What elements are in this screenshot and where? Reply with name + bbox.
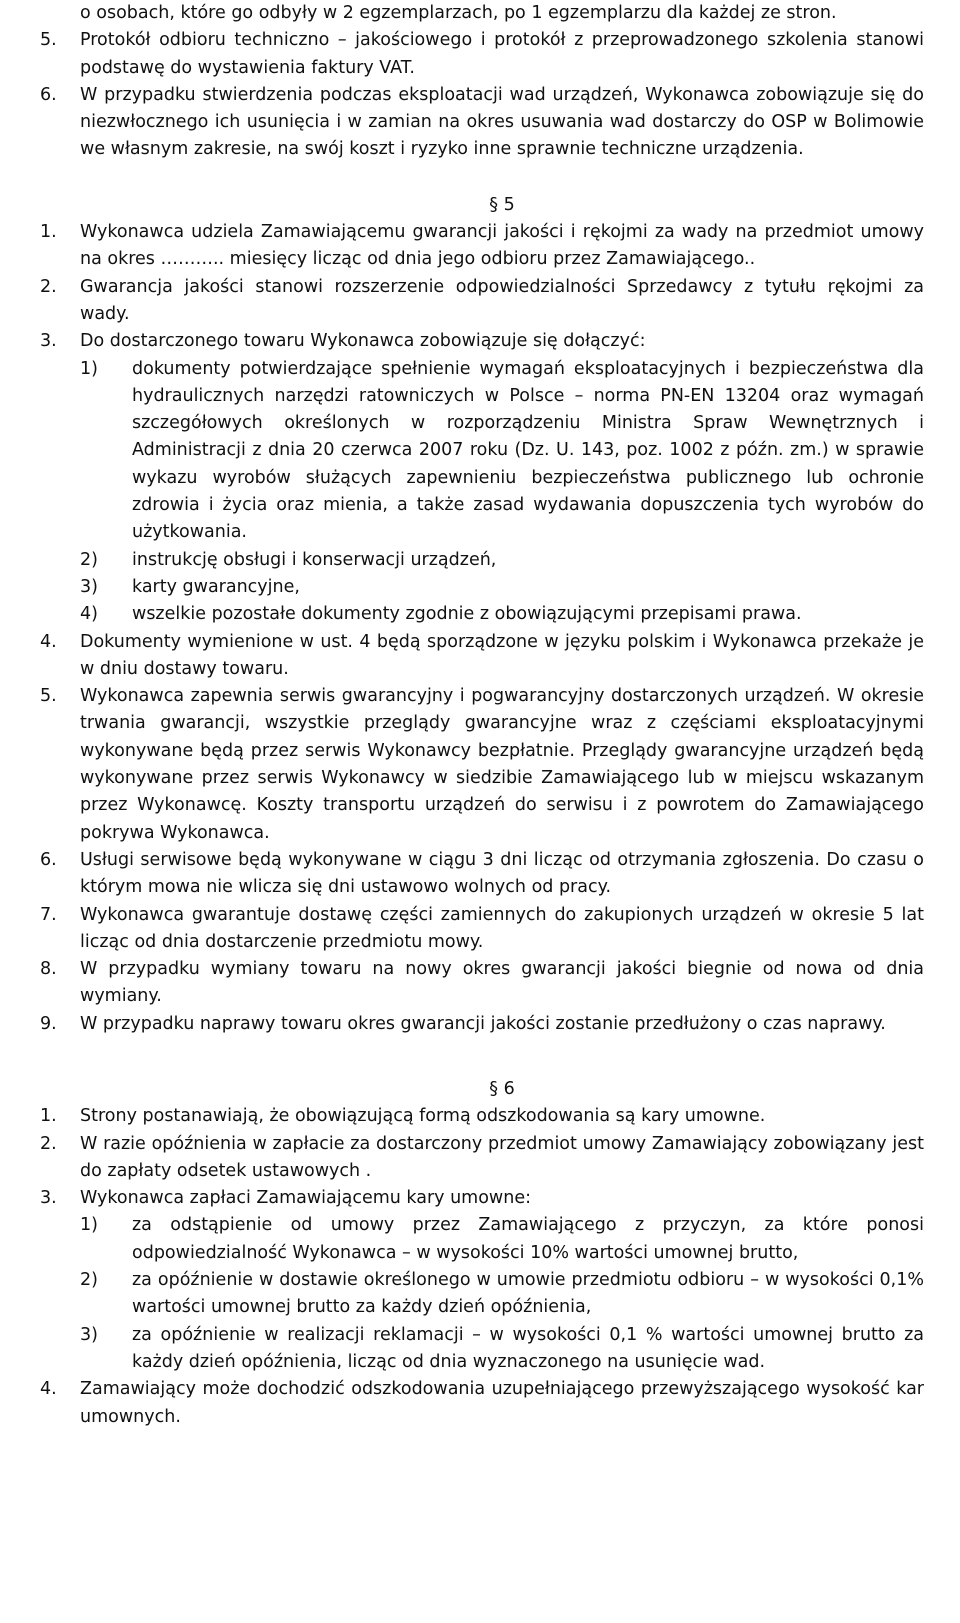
item-text: W przypadku wymiany towaru na nowy okres gwarancji jakości biegnie od nowa od dnia wymiany. [80,959,924,1007]
list-item [40,956,924,1011]
sub-item-text: za odstąpienie od umowy przez Zamawiającego z przyczyn, za które ponosi odpowiedzialność Wykonawca – w wysokości 10% wartości umownej brutto, [132,1215,924,1263]
item-number: 2. [40,276,57,297]
sub-item [80,1322,924,1377]
list-item [40,328,924,628]
item-number: 8. [40,959,57,980]
item-number: 3. [40,331,57,352]
item-text: Protokół odbioru techniczno – jakościowego i protokół z przeprowadzonego szkolenia stanowi podstawę do wystawienia faktury VAT. [80,30,924,78]
list-item [40,1103,924,1130]
item-number: 2. [40,1133,57,1154]
list-item [40,27,924,82]
list-item [40,82,924,164]
item-number: 6. [40,849,57,870]
list-item [40,1185,924,1376]
list-item [40,683,924,847]
item-number: 5. [40,686,57,707]
sub-item-text: wszelkie pozostałe dokumenty zgodnie z obowiązującymi przepisami prawa. [132,604,802,625]
item-number: 6. [40,84,57,105]
item-number: 4. [40,631,57,652]
item-number: 5. [40,30,57,51]
item-text: Wykonawca udziela Zamawiającemu gwarancji jakości i rękojmi za wady na przedmiot umowy na okres ……….. miesięcy licząc od dnia jego odbioru przez Zamawiającego.. [80,222,924,270]
item-lead-text: Do dostarczonego towaru Wykonawca zobowiązuje się dołączyć: [80,331,646,352]
item-number: 1. [40,222,57,243]
list-item [40,1376,924,1431]
item-lead-text: Wykonawca zapłaci Zamawiającemu kary umowne: [80,1188,532,1209]
item-text: Gwarancja jakości stanowi rozszerzenie odpowiedzialności Sprzedawcy z tytułu rękojmi za wady. [80,276,924,324]
item-text [80,328,924,628]
item-number: 7. [40,904,57,925]
sub-item [80,356,924,547]
section-heading-6: § 6 [489,1078,515,1099]
section-number: 5 [503,194,515,215]
sub-item [80,1267,924,1322]
item-number: 3. [40,1188,57,1209]
list-item [40,1131,924,1186]
sub-item-number: 3) [80,576,98,597]
item-text [80,1185,924,1376]
list-item [40,847,924,902]
item-text: Usługi serwisowe będą wykonywane w ciągu 3 dni licząc od otrzymania zgłoszenia. Do czasu o którym mowa nie wlicza się dni ustawowo wolnych od pracy. [80,849,924,898]
item-text: W razie opóźnienia w zapłacie za dostarczony przedmiot umowy Zamawiający zobowiązany jest do zapłaty odsetek ustawowych . [80,1133,924,1181]
list-item [40,274,924,329]
sub-item [80,574,924,601]
sub-item-number: 2) [80,549,98,570]
sub-item [80,601,924,628]
item-number: 4. [40,1379,57,1400]
list-item [40,1011,924,1038]
item-text: Zamawiający może dochodzić odszkodowania uzupełniającego przewyższającego wysokość kar umownych. [80,1379,924,1427]
sub-item-number: 1) [80,1215,98,1236]
sub-item [80,547,924,574]
sub-item-number: 3) [80,1324,98,1345]
sub-item-number: 1) [80,358,98,379]
sub-item-text: za opóźnienie w realizacji reklamacji – w wysokości 0,1 % wartości umownej brutto za każdy dzień opóźnienia, licząc od dnia wyznaczonego na usunięcie wad. [132,1324,924,1372]
item-text: W przypadku stwierdzenia podczas eksploatacji wad urządzeń, Wykonawca zobowiązuje się do niezwłocznego ich usunięcia i w zamian na okres usuwania wad dostarczy do OSP w Bolimowie we własnym zakresie, na swój koszt i ryzyko inne sprawnie techniczne urządzenia. [80,84,924,160]
item-text: Dokumenty wymienione w ust. 4 będą sporządzone w języku polskim i Wykonawca przekaże je w dniu dostawy towaru. [80,631,924,679]
item-text: Strony postanawiają, że obowiązującą formą odszkodowania są kary umowne. [80,1106,766,1127]
sub-item [80,1212,924,1267]
list-item [40,902,924,957]
list-item [40,219,924,274]
list-item [40,629,924,684]
section-number: 6 [503,1078,515,1099]
item-text: Wykonawca zapewnia serwis gwarancyjny i pogwarancyjny dostarczonych urządzeń. W okresie trwania gwarancji, wszystkie przeglądy gwarancyjne wraz z częściami eksploatacyjnymi wykonywane będą przez serwis Wykonawcy bezpłatnie. Przeglądy gwarancyjne urządzeń będą wykonywane przez serwis Wykonawcy w siedzibie Zamawiającego lub w miejscu wskazanym przez Wykonawcę. Koszty transportu urządzeń do serwisu i z powrotem do Zamawiającego pokrywa Wykonawca. [80,686,924,843]
continuation-text: o osobach, które go odbyły w 2 egzemplarzach, po 1 egzemplarzu dla każdej ze stron. [80,3,837,23]
sub-item-text: za opóźnienie w dostawie określonego w umowie przedmiotu odbioru – w wysokości 0,1% wartości umownej brutto za każdy dzień opóźnienia, [132,1270,924,1318]
item-text: Wykonawca gwarantuje dostawę części zamiennych do zakupionych urządzeń w okresie 5 lat licząc od dnia dostarczenie przedmiotu mowy. [80,904,924,952]
sub-item-number: 4) [80,604,98,625]
item-text: W przypadku naprawy towaru okres gwarancji jakości zostanie przedłużony o czas naprawy. [80,1013,886,1034]
sub-item-number: 2) [80,1270,98,1291]
item-number: 9. [40,1013,57,1034]
sub-item-text: instrukcję obsługi i konserwacji urządzeń, [132,549,497,570]
section-heading-5: § 5 [489,194,515,215]
sub-item-text: dokumenty potwierdzające spełnienie wymagań eksploatacyjnych i bezpieczeństwa dla hydraulicznych narzędzi ratowniczych w Polsce – norma PN-EN 13204 oraz wymagań szczegółowych określonych w rozporządzeniu Ministra Spraw Wewnętrznych i Administracji z dnia 20 czerwca 2007 roku (Dz. U. 143, poz. 1002 z późn. zm.) w sprawie wykazu wyrobów służących zapewnieniu bezpieczeństwa publicznego lub ochronie zdrowia i życia oraz mienia, a także zasad wydawania dopuszczenia tych wyrobów do użytkowania. [132,358,924,543]
item-number: 1. [40,1106,57,1127]
sub-item-text: karty gwarancyjne, [132,576,300,597]
